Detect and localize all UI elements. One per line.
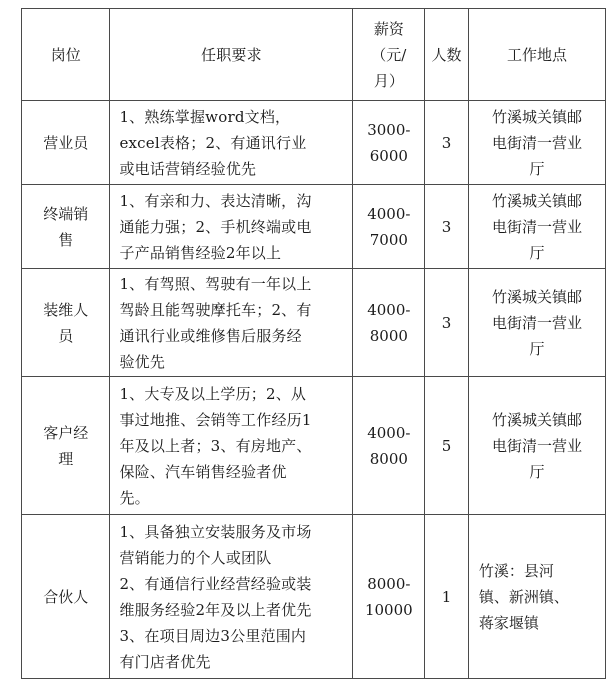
cell-requirements: 1、具备独立安装服务及市场 营销能力的个人或团队 2、有通信行业经营经验或装 维服务经验2年及以上者优先 3、在项目周边3公里范围内 有门店者优先	[110, 515, 353, 679]
table-row	[22, 269, 606, 377]
cell-position: 装维人 员	[22, 269, 110, 377]
cell-location: 竹溪城关镇邮 电街清一营业 厅	[468, 185, 605, 269]
cell-position: 客户经 理	[22, 377, 110, 515]
cell-salary: 3000- 6000	[353, 101, 425, 185]
cell-requirements: 1、有驾照、驾驶有一年以上 驾龄且能驾驶摩托车；2、有 通讯行业或维修售后服务经 验优先	[110, 269, 353, 377]
header-position: 岗位	[22, 9, 110, 101]
cell-requirements: 1、有亲和力、表达清晰，沟 通能力强；2、手机终端或电 子产品销售经验2年以上	[110, 185, 353, 269]
table-row	[22, 377, 606, 515]
cell-salary: 8000- 10000	[353, 515, 425, 679]
table-row	[22, 515, 606, 679]
cell-requirements: 1、大专及以上学历；2、从 事过地推、会销等工作经历1 年及以上者；3、有房地产、 保险、汽车销售经验者优 先。	[110, 377, 353, 515]
cell-position: 合伙人	[22, 515, 110, 679]
cell-count: 3	[425, 101, 469, 185]
cell-position: 营业员	[22, 101, 110, 185]
cell-location: 竹溪城关镇邮 电街清一营业 厅	[468, 377, 605, 515]
cell-count: 3	[425, 185, 469, 269]
cell-count: 3	[425, 269, 469, 377]
header-row	[22, 9, 606, 101]
job-table	[21, 8, 606, 679]
header-requirements: 任职要求	[110, 9, 353, 101]
cell-salary: 4000- 7000	[353, 185, 425, 269]
cell-position: 终端销 售	[22, 185, 110, 269]
cell-location: 竹溪：县河 镇、新洲镇、 蒋家堰镇	[468, 515, 605, 679]
table-row	[22, 185, 606, 269]
table-row	[22, 101, 606, 185]
cell-requirements: 1、熟练掌握word文档， excel表格；2、有通讯行业 或电话营销经验优先	[110, 101, 353, 185]
header-salary: 薪资 （元/ 月）	[353, 9, 425, 101]
cell-count: 1	[425, 515, 469, 679]
cell-count: 5	[425, 377, 469, 515]
header-location: 工作地点	[468, 9, 605, 101]
cell-location: 竹溪城关镇邮 电街清一营业 厅	[468, 269, 605, 377]
header-count: 人数	[425, 9, 469, 101]
cell-salary: 4000- 8000	[353, 377, 425, 515]
cell-salary: 4000- 8000	[353, 269, 425, 377]
cell-location: 竹溪城关镇邮 电街清一营业 厅	[468, 101, 605, 185]
